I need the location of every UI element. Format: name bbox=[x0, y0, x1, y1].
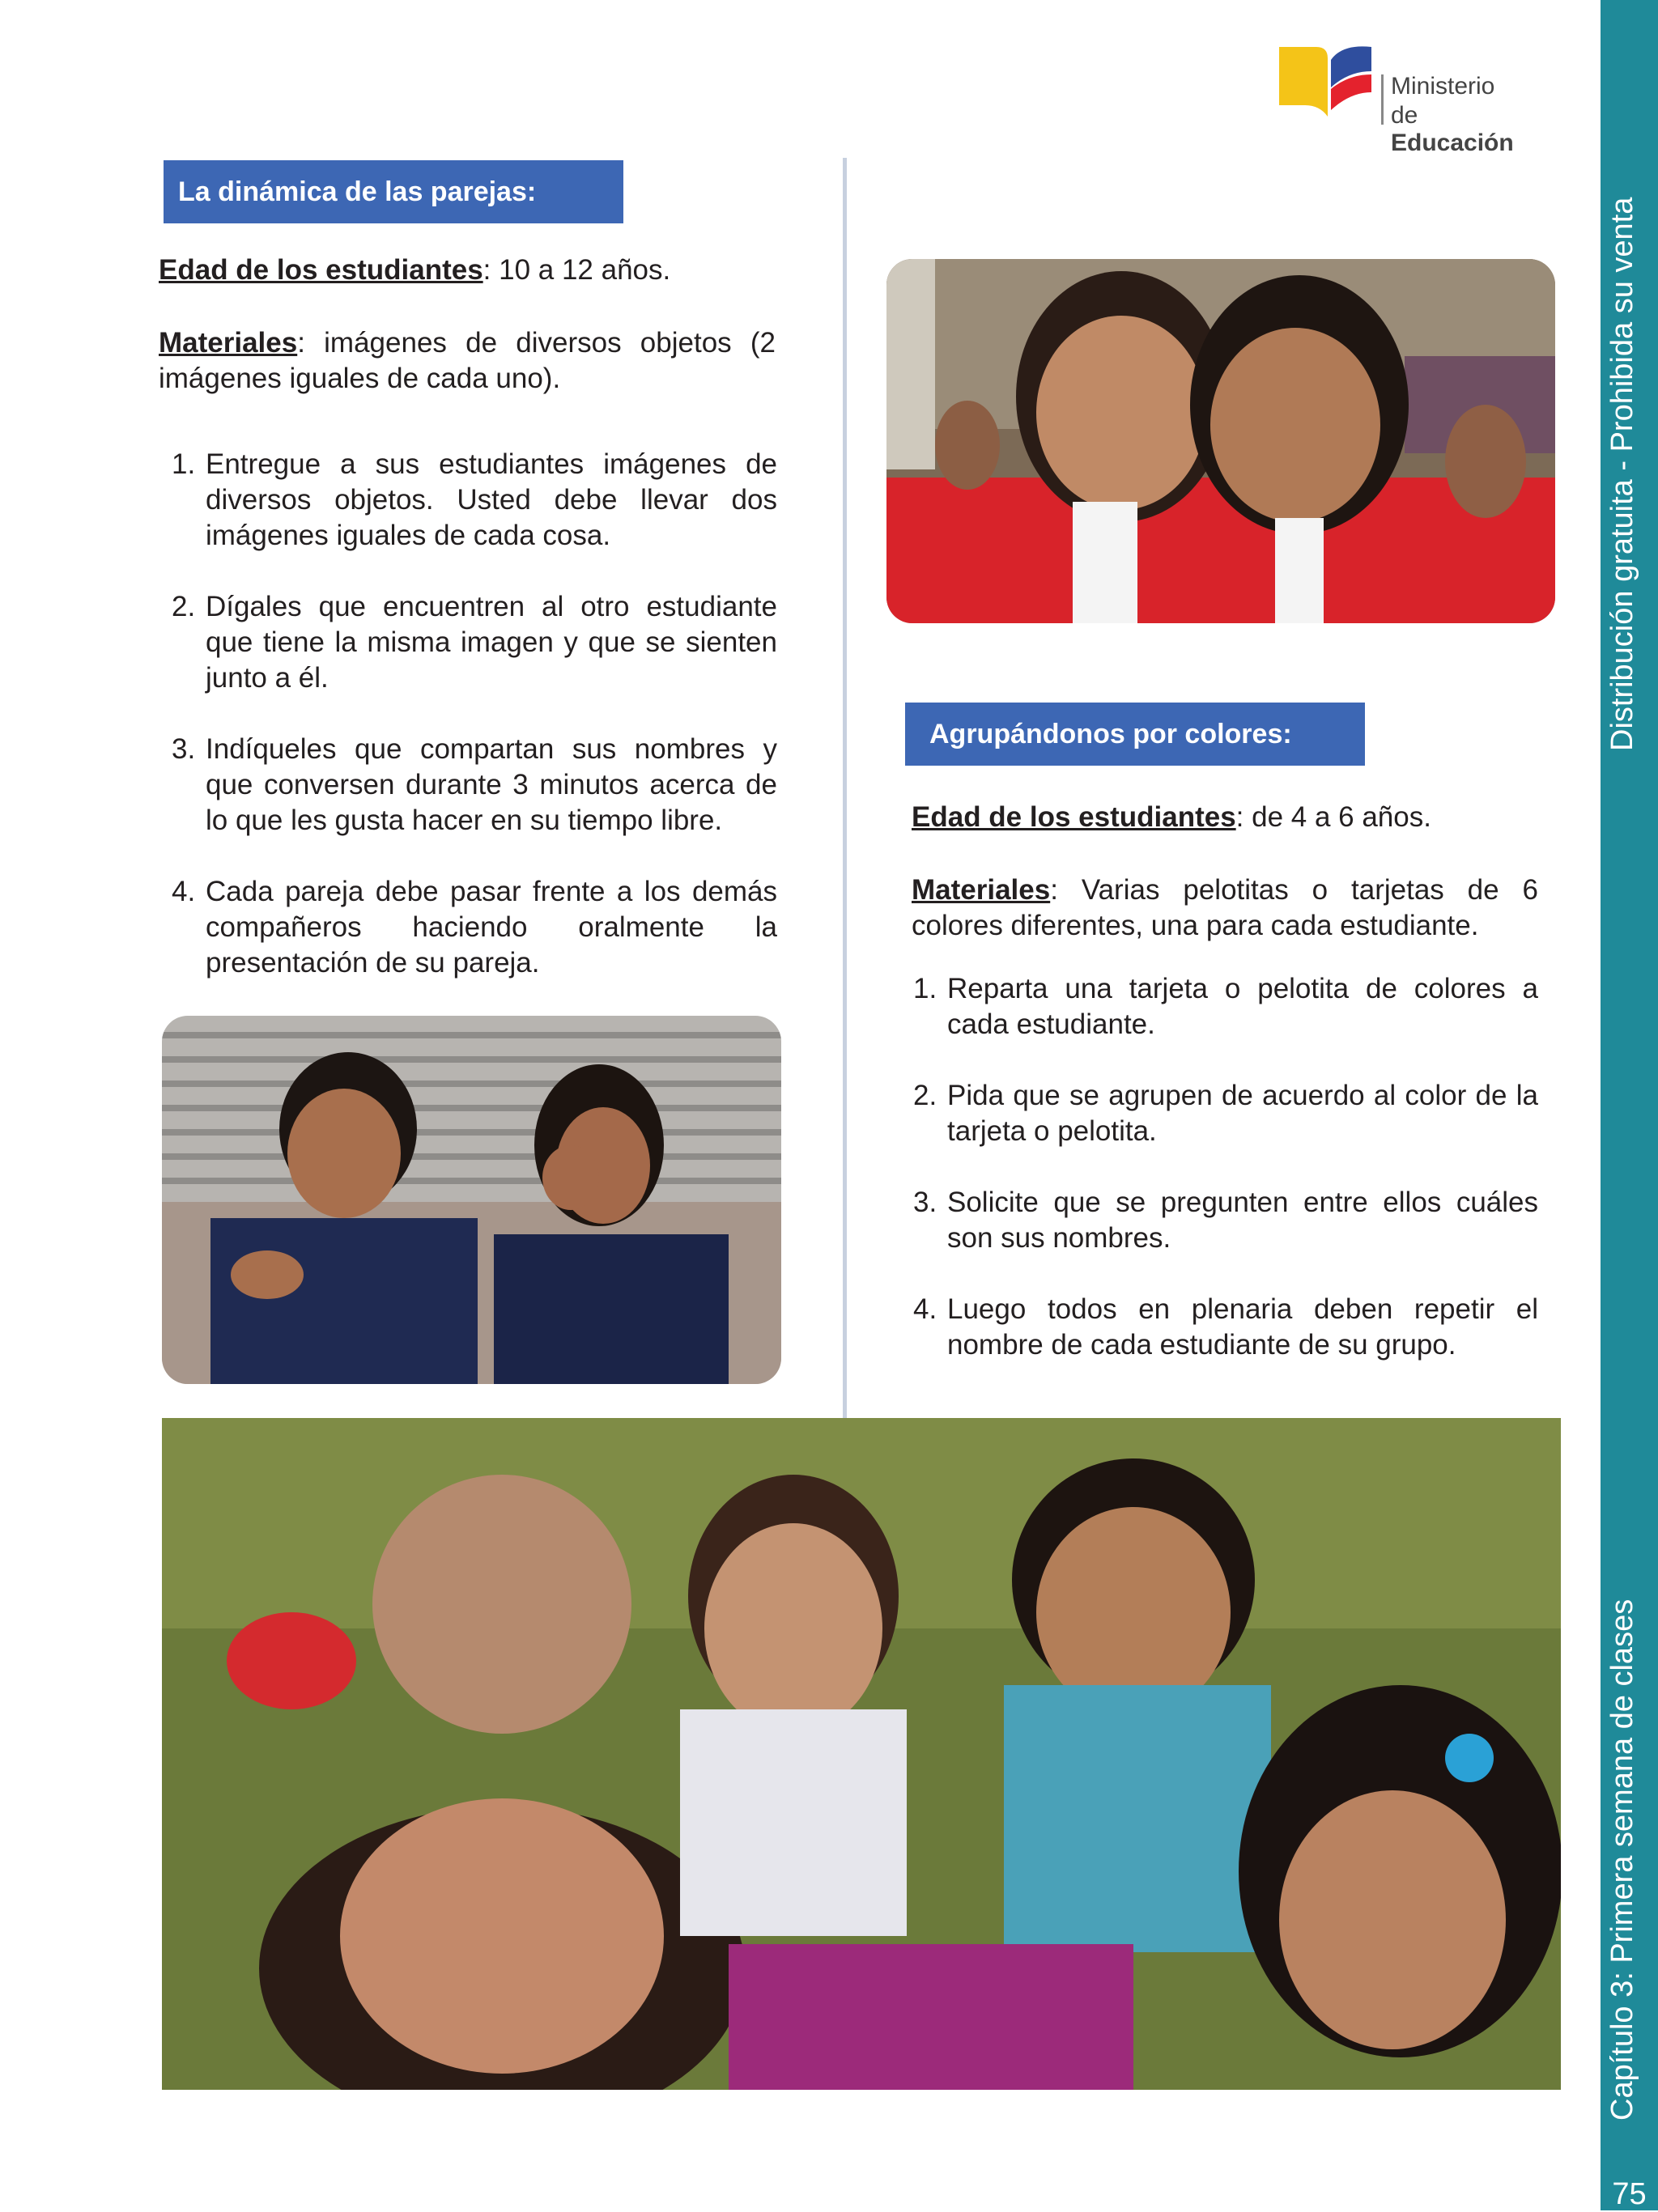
right-age: Edad de los estudiantes: de 4 a 6 años. bbox=[912, 801, 1431, 833]
ministry-flag-icon bbox=[1278, 42, 1375, 123]
list-item: 4. Cada pareja debe pasar frente a los demás compañeros haciendo oralmente la presentación de su pareja. bbox=[172, 876, 777, 979]
left-heading: La dinámica de las parejas: bbox=[164, 160, 623, 223]
right-heading: Agrupándonos por colores: bbox=[905, 703, 1365, 766]
left-age: Edad de los estudiantes: 10 a 12 años. bbox=[159, 254, 671, 286]
photo-two-girls bbox=[886, 259, 1555, 623]
logo-divider bbox=[1381, 74, 1384, 125]
photo-children-group bbox=[162, 1418, 1561, 2090]
photo-boy-and-girl bbox=[162, 1016, 781, 1384]
chapter-title: Capítulo 3: Primera semana de clases bbox=[1605, 1598, 1639, 2121]
logo-line1: Ministerio bbox=[1391, 73, 1495, 100]
column-divider bbox=[843, 158, 847, 1420]
page-number: 75 bbox=[1612, 2177, 1647, 2211]
left-steps bbox=[172, 447, 777, 1017]
list-item: 3. Indíqueles que compartan sus nombres y que conversen durante 3 minutos acerca de lo que les gusta hacer en su tiempo libre. bbox=[172, 733, 777, 836]
left-materials: Materiales: imágenes de diversos objetos (2 imágenes iguales de cada uno). bbox=[159, 327, 776, 394]
list-item: 2. Dígales que encuentren al otro estudiante que tiene la misma imagen y que se sienten junto a él. bbox=[172, 591, 777, 694]
list-item: 1. Reparta una tarjeta o pelotita de colores a cada estudiante. bbox=[913, 973, 1538, 1040]
list-item: 2. Pida que se agrupen de acuerdo al color de la tarjeta o pelotita. bbox=[913, 1080, 1538, 1147]
distribution-notice: Distribución gratuita - Prohibida su venta bbox=[1605, 197, 1639, 751]
list-item: 4. Luego todos en plenaria deben repetir el nombre de cada estudiante de su grupo. bbox=[913, 1293, 1538, 1361]
logo-line2: de Educación bbox=[1391, 102, 1514, 156]
right-materials: Materiales: Varias pelotitas o tarjetas de 6 colores diferentes, una para cada estudiante. bbox=[912, 874, 1538, 941]
ministry-logo bbox=[1278, 42, 1545, 156]
right-steps bbox=[913, 971, 1538, 1399]
list-item: 3. Solicite que se pregunten entre ellos cuáles son sus nombres. bbox=[913, 1187, 1538, 1254]
list-item: 1. Entregue a sus estudiantes imágenes de diversos objetos. Usted debe llevar dos imágenes iguales de cada cosa. bbox=[172, 448, 777, 551]
